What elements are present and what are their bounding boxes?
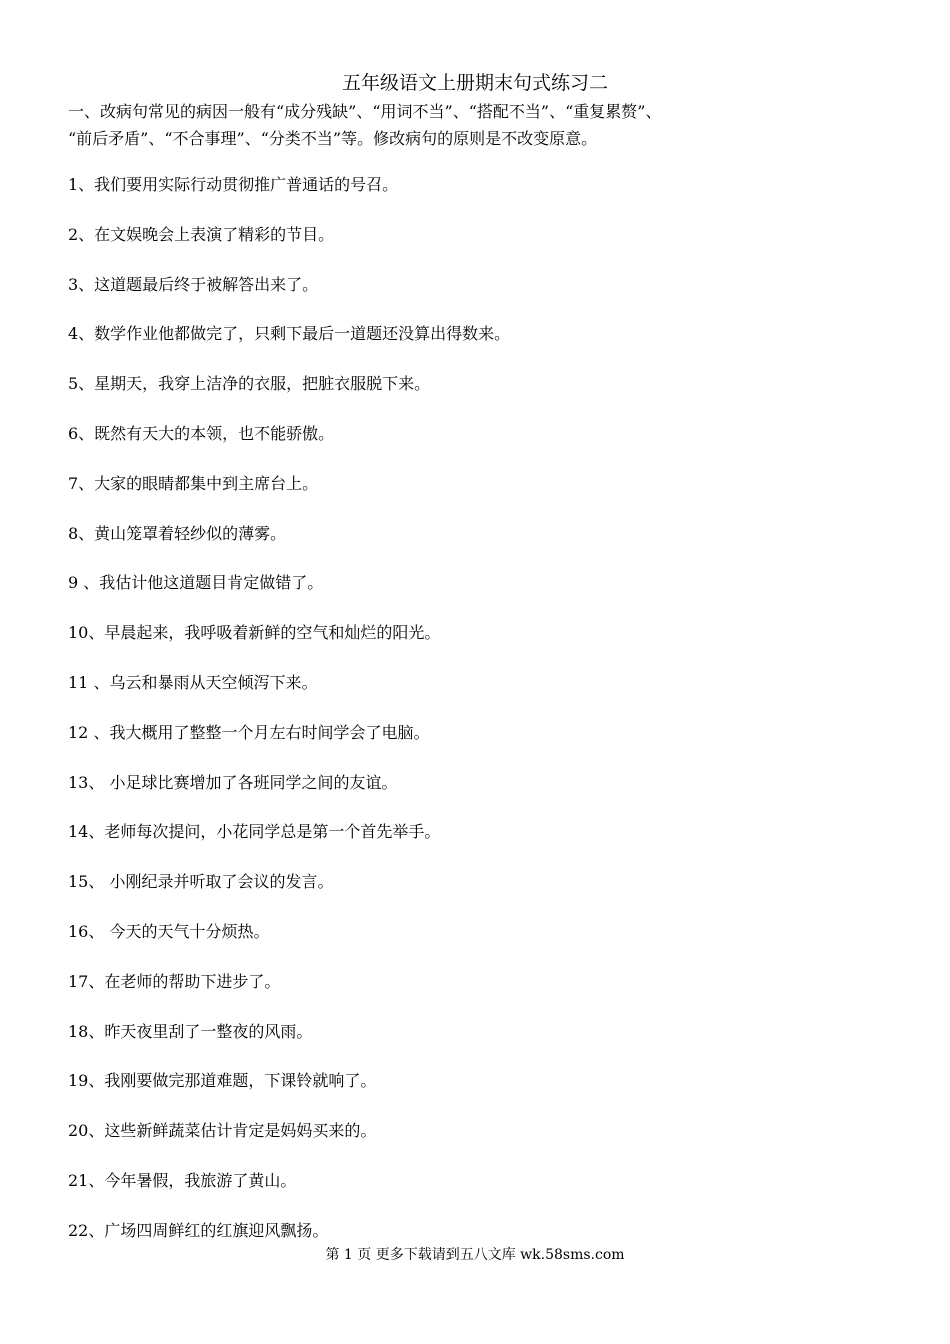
- exercise-item: 18、昨天夜里刮了一整夜的风雨。: [68, 1021, 313, 1041]
- exercise-item: 16、 今天的天气十分烦热。: [68, 921, 270, 941]
- intro-line: 一、改病句常见的病因一般有“成分残缺”、“用词不当”、“搭配不当”、“重复累赘”、: [68, 102, 662, 121]
- exercise-item: 11 、乌云和暴雨从天空倾泻下来。: [68, 672, 318, 692]
- exercise-item: 14、老师每次提问，小花同学总是第一个首先举手。: [68, 822, 441, 842]
- exercise-item: 15、 小刚纪录并听取了会议的发言。: [68, 872, 334, 892]
- exercise-item: 21、今年暑假，我旅游了黄山。: [68, 1170, 297, 1190]
- intro-paragraph: [68, 98, 898, 152]
- exercise-item: 3、这道题最后终于被解答出来了。: [68, 274, 319, 294]
- exercise-item: 2、在文娱晚会上表演了精彩的节目。: [68, 224, 335, 244]
- exercise-item: 22、广场四周鲜红的红旗迎风飘扬。: [68, 1220, 329, 1240]
- intro-line: “前后矛盾”、“不合事理”、“分类不当”等。修改病句的原则是不改变原意。: [68, 129, 598, 148]
- exercise-item: 1、我们要用实际行动贯彻推广普通话的号召。: [68, 175, 399, 194]
- exercise-item: 6、既然有天大的本领，也不能骄傲。: [68, 423, 335, 443]
- page-footer: 第 1 页 更多下载请到五八文库 wk.58sms.com: [325, 1247, 625, 1263]
- exercise-item: 5、星期天，我穿上洁净的衣服，把脏衣服脱下来。: [68, 374, 431, 394]
- exercise-item: 7、大家的眼睛都集中到主席台上。: [68, 473, 319, 493]
- exercise-item: 20、这些新鲜蔬菜估计肯定是妈妈买来的。: [68, 1121, 377, 1141]
- exercise-list: [68, 172, 898, 1268]
- exercise-item: 8、黄山笼罩着轻纱似的薄雾。: [68, 523, 287, 543]
- exercise-item: 19、我刚要做完那道难题，下课铃就响了。: [68, 1071, 377, 1091]
- exercise-item: 17、在老师的帮助下进步了。: [68, 971, 281, 991]
- exercise-item: 12 、我大概用了整整一个月左右时间学会了电脑。: [68, 722, 430, 742]
- page-title: 五年级语文上册期末句式练习二: [341, 72, 608, 94]
- exercise-item: 13、 小足球比赛增加了各班同学之间的友谊。: [68, 772, 398, 792]
- exercise-item: 9 、我估计他这道题目肯定做错了。: [68, 573, 324, 593]
- exercise-item: 4、数学作业他都做完了，只剩下最后一道题还没算出得数来。: [68, 324, 511, 344]
- exercise-item: 10、早晨起来，我呼吸着新鲜的空气和灿烂的阳光。: [68, 623, 441, 643]
